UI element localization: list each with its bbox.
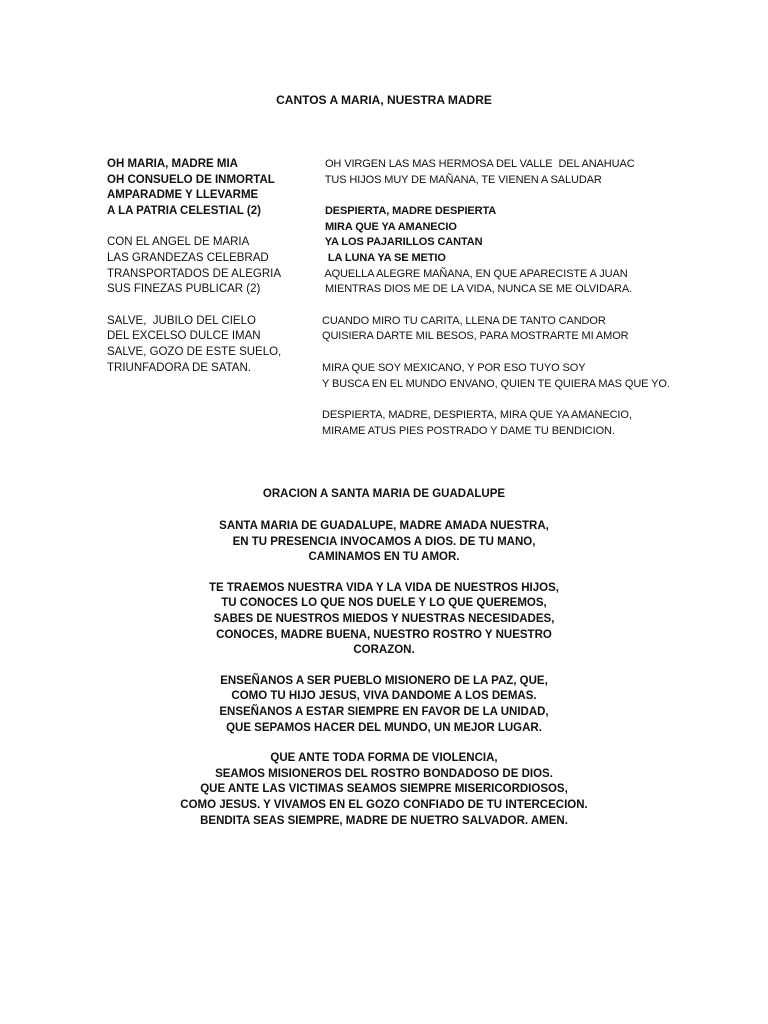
prayer-title: ORACION A SANTA MARIA DE GUADALUPE xyxy=(262,488,506,500)
prayer-line: QUE SEPAMOS HACER DEL MUNDO, UN MEJOR LUGAR. xyxy=(226,721,542,734)
verse-line: DESPIERTA, MADRE DESPIERTA xyxy=(322,205,497,218)
prayer-line: EN TU PRESENCIA INVOCAMOS A DIOS. DE TU MANO, xyxy=(232,535,536,548)
verse-line: TUS HIJOS MUY DE MAÑANA, TE VIENEN A SALUDAR xyxy=(322,173,602,186)
prayer-line: CORAZON. xyxy=(353,644,415,657)
verse-line: LAS GRANDEZAS CELEBRAD xyxy=(107,251,269,264)
prayer-paragraph xyxy=(0,519,768,566)
hymn-left-column xyxy=(107,157,307,376)
stanza-gap xyxy=(322,345,672,361)
prayer-line: TU CONOCES LO QUE NOS DUELE Y LO QUE QUEREMOS, xyxy=(221,597,547,610)
prayer-line: ENSEÑANOS A SER PUEBLO MISIONERO DE LA PAZ, QUE, xyxy=(220,674,548,687)
prayer-line: COMO TU HIJO JESUS, VIVA DANDOME A LOS DEMAS. xyxy=(231,690,537,703)
verse-line: SALVE, GOZO DE ESTE SUELO, xyxy=(107,345,282,358)
page-title: CANTOS A MARIA, NUESTRA MADRE xyxy=(276,93,492,107)
prayer-body xyxy=(0,519,768,844)
verse-line: AMPARADME Y LLEVARME xyxy=(107,189,259,202)
prayer-line: ENSEÑANOS A ESTAR SIEMPRE EN FAVOR DE LA UNIDAD, xyxy=(219,705,549,718)
verse-line: QUISIERA DARTE MIL BESOS, PARA MOSTRARTE MI AMOR xyxy=(322,330,629,343)
stanza-gap xyxy=(107,219,307,235)
verse-line: A LA PATRIA CELESTIAL (2) xyxy=(107,204,261,217)
stanza-gap xyxy=(107,298,307,314)
verse-line: CUANDO MIRO TU CARITA, LLENA DE TANTO CANDOR xyxy=(322,314,606,327)
prayer-line: SABES DE NUESTROS MIEDOS Y NUESTRAS NECESIDADES, xyxy=(213,612,555,625)
verse-line: CON EL ANGEL DE MARIA xyxy=(107,236,250,249)
verse-line: SALVE, JUBILO DEL CIELO xyxy=(107,314,256,327)
verse-line: AQUELLA ALEGRE MAÑANA, EN QUE APARECISTE A JUAN xyxy=(322,267,628,280)
prayer-line: BENDITA SEAS SIEMPRE, MADRE DE NUETRO SALVADOR. AMEN. xyxy=(200,814,568,827)
prayer-paragraph xyxy=(0,581,768,659)
verse-line: MIRAME ATUS PIES POSTRADO Y DAME TU BENDICION. xyxy=(322,424,615,437)
prayer-line: QUE ANTE LAS VICTIMAS SEAMOS SIEMPRE MISERICORDIOSOS, xyxy=(200,783,568,796)
prayer-line: SANTA MARIA DE GUADALUPE, MADRE AMADA NUESTRA, xyxy=(219,520,549,532)
verse-line: YA LOS PAJARILLOS CANTAN xyxy=(322,236,483,249)
stanza-gap xyxy=(322,188,672,204)
verse-line: OH CONSUELO DE INMORTAL xyxy=(107,173,275,186)
prayer-line: TE TRAEMOS NUESTRA VIDA Y LA VIDA DE NUESTROS HIJOS, xyxy=(209,581,559,594)
verse-line: MIRA QUE SOY MEXICANO, Y POR ESO TUYO SOY xyxy=(322,361,586,374)
stanza-gap xyxy=(322,392,672,408)
verse-line: SUS FINEZAS PUBLICAR (2) xyxy=(107,283,261,296)
verse-line: TRIUNFADORA DE SATAN. xyxy=(107,361,251,374)
prayer-paragraph xyxy=(0,751,768,829)
prayer-line: CONOCES, MADRE BUENA, NUESTRO ROSTRO Y NUESTRO xyxy=(216,628,552,641)
verse-line: MIRA QUE YA AMANECIO xyxy=(322,220,457,233)
verse-line: DESPIERTA, MADRE, DESPIERTA, MIRA QUE YA AMANECIO, xyxy=(322,409,632,422)
prayer-line: CAMINAMOS EN TU AMOR. xyxy=(308,551,460,564)
verse-line: DEL EXCELSO DULCE IMAN xyxy=(107,330,261,343)
verse-line: LA LUNA YA SE METIO xyxy=(322,251,446,264)
verse-line: TRANSPORTADOS DE ALEGRIA xyxy=(107,267,282,280)
prayer-line: SEAMOS MISIONEROS DEL ROSTRO BONDADOSO DE DIOS. xyxy=(215,767,553,780)
verse-line: OH MARIA, MADRE MIA xyxy=(107,158,238,170)
stanza-gap xyxy=(322,298,672,314)
hymn-right-column xyxy=(322,157,672,439)
verse-line: Y BUSCA EN EL MUNDO ENVANO, QUIEN TE QUIERA MAS QUE YO. xyxy=(322,377,670,390)
prayer-line: COMO JESUS. Y VIVAMOS EN EL GOZO CONFIADO DE TU INTERCECION. xyxy=(180,798,588,811)
prayer-line: QUE ANTE TODA FORMA DE VIOLENCIA, xyxy=(270,752,498,765)
verse-line: MIENTRAS DIOS ME DE LA VIDA, NUNCA SE ME OLVIDARA. xyxy=(322,283,633,296)
prayer-paragraph xyxy=(0,674,768,736)
verse-line: OH VIRGEN LAS MAS HERMOSA DEL VALLE DEL ANAHUAC xyxy=(322,158,635,170)
